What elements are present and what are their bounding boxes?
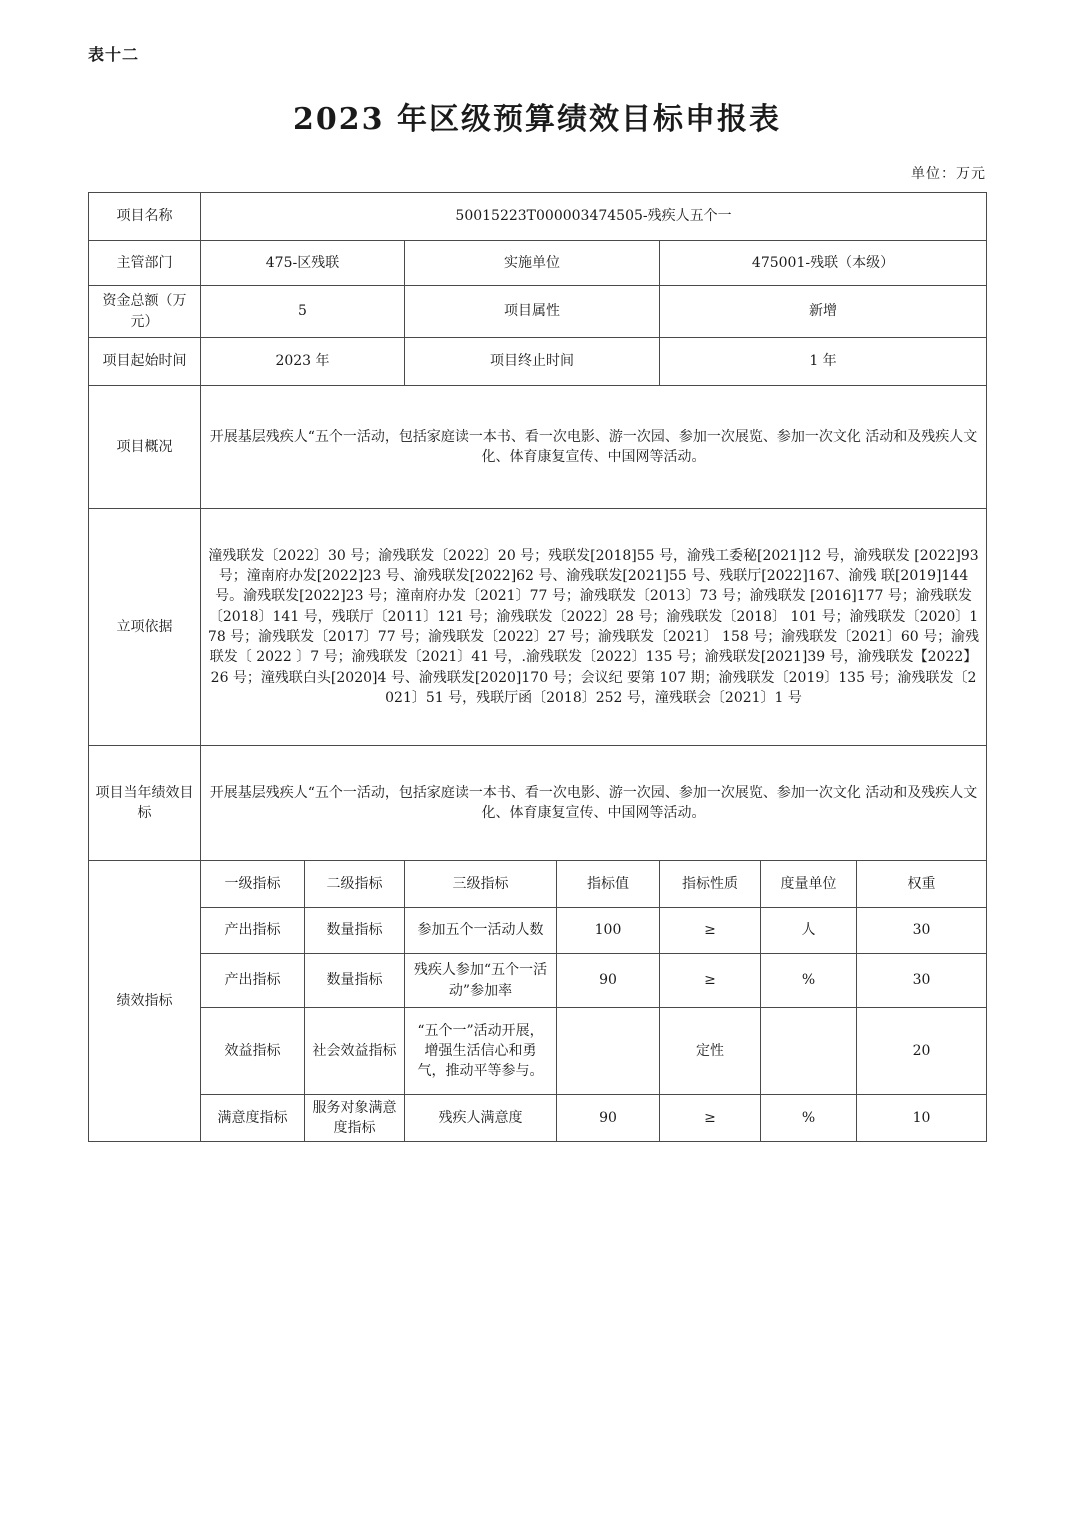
- impl-unit-label: 实施单位: [405, 241, 660, 286]
- indicator-value: 90: [557, 954, 660, 1008]
- indicator-header-row: [89, 861, 987, 908]
- indicators-section-label: 绩效指标: [89, 861, 201, 1142]
- indicator-level2: 服务对象满意度指标: [305, 1095, 405, 1142]
- indicator-nature: ≥: [660, 908, 761, 954]
- fund-total-value: 5: [201, 286, 405, 338]
- project-name-label: 项目名称: [89, 193, 201, 241]
- indicator-nature: ≥: [660, 1095, 761, 1142]
- unit-note: 单位：万元: [911, 166, 986, 182]
- indicator-weight: 10: [857, 1095, 987, 1142]
- indicator-level3: “五个一”活动开展，增强生活信心和勇气，推动平等参与。: [405, 1008, 557, 1095]
- indicator-weight: 30: [857, 908, 987, 954]
- indicator-level1: 产出指标: [201, 908, 305, 954]
- annual-goal-label: 项目当年绩效目标: [89, 746, 201, 861]
- overview-value: 开展基层残疾人“五个一活动，包括家庭读一本书、看一次电影、游一次园、参加一次展览、参加一次文化 活动和及残疾人文化、体育康复宣传、中国网等活动。: [201, 386, 987, 509]
- start-date-label: 项目起始时间: [89, 338, 201, 386]
- dept-label: 主管部门: [89, 241, 201, 286]
- dept-value: 475-区残联: [201, 241, 405, 286]
- indicator-value: 100: [557, 908, 660, 954]
- indicator-row: [89, 1008, 987, 1095]
- indicator-level1: 产出指标: [201, 954, 305, 1008]
- indicator-weight: 20: [857, 1008, 987, 1095]
- indicator-row: [89, 954, 987, 1008]
- indicator-row: [89, 1095, 987, 1142]
- annual-goal-value: 开展基层残疾人“五个一活动，包括家庭读一本书、看一次电影、游一次园、参加一次展览、参加一次文化 活动和及残疾人文化、体育康复宣传、中国网等活动。: [201, 746, 987, 861]
- col-header-value: 指标值: [557, 861, 660, 908]
- row-basis: [89, 509, 987, 746]
- form-number-tag: 表十二: [88, 45, 140, 64]
- col-header-unit: 度量单位: [761, 861, 857, 908]
- declaration-form-table: [88, 192, 987, 1142]
- col-header-nature: 指标性质: [660, 861, 761, 908]
- indicator-level1: 效益指标: [201, 1008, 305, 1095]
- indicator-unit: [761, 1008, 857, 1095]
- row-dates: [89, 338, 987, 386]
- indicator-weight: 30: [857, 954, 987, 1008]
- basis-value: 潼残联发〔2022〕30 号；渝残联发〔2022〕20 号；残联发[2018]55 号，渝残工委秘[2021]12 号，渝残联发 [2022]93 号；潼南府办发[2022]23 号、渝残联发[2022]62 号、渝残联发[2021]55 号、残联厅[2022]167、渝残 联[2019]144 号。渝残联发[2022]23 号；潼南府办发〔2021〕77 号；渝残联发〔2013〕73 号；渝残联发 [2016]177 号；渝残联发〔2018〕141 号，残联厅〔2011〕121 号；渝残联发〔2022〕28 号；渝残联发〔2018〕 101 号；渝残联发〔2020〕178 号；渝残联发〔2017〕77 号；渝残联发〔2022〕27 号；渝残联发〔2021〕 158 号；渝残联发〔2021〕60 号；渝残联发〔 2022 〕7 号；渝残联发〔2021〕41 号，.渝残联发〔2022〕135 号；渝残联发[2021]39 号，渝残联发【2022】26 号；潼残联白头[2020]4 号、渝残联发[2020]170 号；会议纪 要第 107 期；渝残联发〔2019〕135 号；渝残联发〔2021〕51 号，残联厅函〔2018〕252 号，潼残联会〔2021〕1 号: [201, 509, 987, 746]
- indicator-unit: %: [761, 1095, 857, 1142]
- impl-unit-value: 475001-残联（本级）: [660, 241, 987, 286]
- col-header-level1: 一级指标: [201, 861, 305, 908]
- row-overview: [89, 386, 987, 509]
- indicator-value: [557, 1008, 660, 1095]
- indicator-level3: 残疾人满意度: [405, 1095, 557, 1142]
- indicator-level2: 数量指标: [305, 908, 405, 954]
- row-annual-goal: [89, 746, 987, 861]
- row-funding: [89, 286, 987, 338]
- indicator-value: 90: [557, 1095, 660, 1142]
- project-attr-value: 新增: [660, 286, 987, 338]
- col-header-weight: 权重: [857, 861, 987, 908]
- col-header-level2: 二级指标: [305, 861, 405, 908]
- row-project-name: [89, 193, 987, 241]
- project-attr-label: 项目属性: [405, 286, 660, 338]
- start-date-value: 2023 年: [201, 338, 405, 386]
- end-date-label: 项目终止时间: [405, 338, 660, 386]
- col-header-level3: 三级指标: [405, 861, 557, 908]
- indicator-level3: 残疾人参加“五个一活动”参加率: [405, 954, 557, 1008]
- indicator-level3: 参加五个一活动人数: [405, 908, 557, 954]
- indicator-level1: 满意度指标: [201, 1095, 305, 1142]
- indicator-nature: ≥: [660, 954, 761, 1008]
- project-name-value: 50015223T000003474505-残疾人五个一: [201, 193, 987, 241]
- fund-total-label: 资金总额（万元）: [89, 286, 201, 338]
- row-department: [89, 241, 987, 286]
- overview-label: 项目概况: [89, 386, 201, 509]
- page-title: 2023 年区级预算绩效目标申报表: [293, 102, 781, 137]
- end-date-value: 1 年: [660, 338, 987, 386]
- indicator-level2: 数量指标: [305, 954, 405, 1008]
- indicator-unit: %: [761, 954, 857, 1008]
- indicator-level2: 社会效益指标: [305, 1008, 405, 1095]
- indicator-nature: 定性: [660, 1008, 761, 1095]
- basis-label: 立项依据: [89, 509, 201, 746]
- indicator-row: [89, 908, 987, 954]
- indicator-unit: 人: [761, 908, 857, 954]
